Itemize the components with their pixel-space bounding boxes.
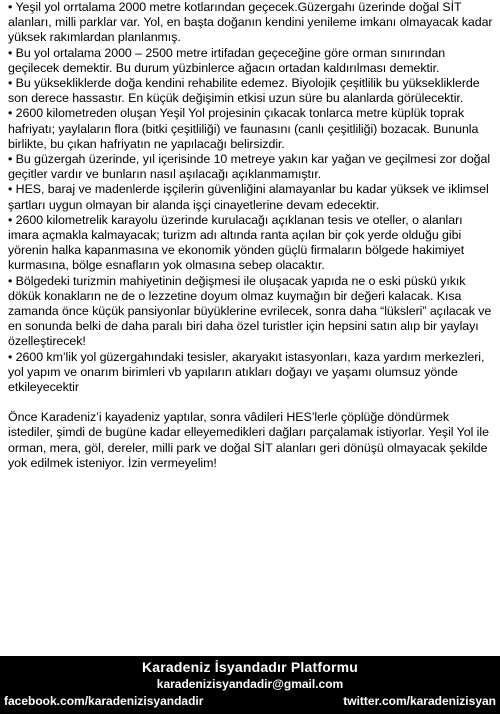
contact-email: karadenizisyandadir@gmail.com: [156, 677, 344, 691]
bullet-point: • 2600 kilometrelik karayolu üzerinde kurulacağı açıklanan tesis ve oteller, o alanları imara açmakla kalmayacak; turizm adı altında ranta açılan bir çok yerde olduğu gibi yörenin halka kapanmasına ve ekonomik yönden güçlü firmaların bölgede hakimiyet kurmasına, bölge esnafların yok olmasına sebep olacaktır.: [8, 212, 465, 273]
footer-banner: [0, 656, 500, 714]
bullet-point: • Yeşil yol orrtalama 2000 metre kotlarından geçecek.Güzergahı üzerinde doğal SİT alanları, milli parklar var. Yol, en başta doğanın kendini yenileme imkanı olmayacak kadar yüksek rakımlardan planlanmış.: [8, 0, 493, 45]
closing-paragraph: Önce Karadeniz’i kayadeniz yaptılar, sonra vâdileri HES’lerle çöplüğe döndürmek istediler, şimdi de bugüne kadar elleyemedikleri dağları parçalamak istiyorlar. Yeşil Yol ile orman, mera, göl, dereler, milli park ve doğal SİT alanları geri dönüşü olmayacak şekilde yok edilmek isteniyor. İzin vermeyelim!: [8, 410, 489, 470]
twitter-link: twitter.com/karadenizisyan: [343, 694, 496, 708]
social-links: [0, 692, 500, 710]
bullet-point: • 2600 kilometreden oluşan Yeşil Yol projesinin çıkacak tonlarca metre küplük toprak hafriyatı; yaylaların flora (bitki çeşitliliği) ve faunasını (canlı çeşitliliği) bozacak. Bununla birlikte, bu çıkan hafriyatın ne yapılacağı belirsizdir.: [8, 106, 479, 151]
platform-title: Karadeniz İsyandadır Platformu: [141, 659, 359, 675]
facebook-link: facebook.com/karadenizisyandadir: [4, 694, 204, 708]
bullet-point: • Bu güzergah üzerinde, yıl içerisinde 10 metreye yakın kar yağan ve geçilmesi zor doğal geçitler vardır ve bunların nasıl aşılacağı açıklanmamıştır.: [8, 152, 491, 182]
body-text: [8, 0, 496, 483]
bullet-point: • Bölgedeki turizmin mahiyetinin değişmesi ile oluşacak yapıda ne o eski püskü yıkık dökük konakların ne de o lezzetine doyum olmaz kuymağın bir değeri kalacak. Kısa zamanda önce küçük pansiyonlar büyüklerine evrilecek, sonra daha “lüksleri” açılacak ve en sonunda belki de daha paralı biri daha özel turistler için hepsini satın alıp bir yaylayı özelleştirecek!: [8, 273, 492, 349]
bullet-point: • Bu yüksekliklerde doğa kendini rehabilite edemez. Biyolojik çeşitlilik bu yüksekliklerde son derece hassastır. En küçük değişimin etkisi uzun süre bu alanlarda görülecektir.: [8, 76, 480, 106]
bullet-point: • Bu yol ortalama 2000 – 2500 metre irtifadan geçeceğine göre orman sınırından geçilecek demektir. Bu durum yüzbinlerce ağacın ortadan kaldırılması demektir.: [8, 45, 446, 75]
bullet-point: • 2600 km’lik yol güzergahındaki tesisler, akaryakıt istasyonları, kaza yardım merkezleri, yol yapım ve onarım birimleri vb yapıların atıkları doğayı ve yaşamı olumsuz yönde etkileyecektir: [8, 349, 485, 395]
bullet-point: • HES, baraj ve madenlerde işçilerin güvenliğini alamayanlar bu kadar yüksek ve iklimsel şartları uygun olmayan bir alanda işçi cinayetlerine devam edecektir.: [8, 182, 489, 212]
